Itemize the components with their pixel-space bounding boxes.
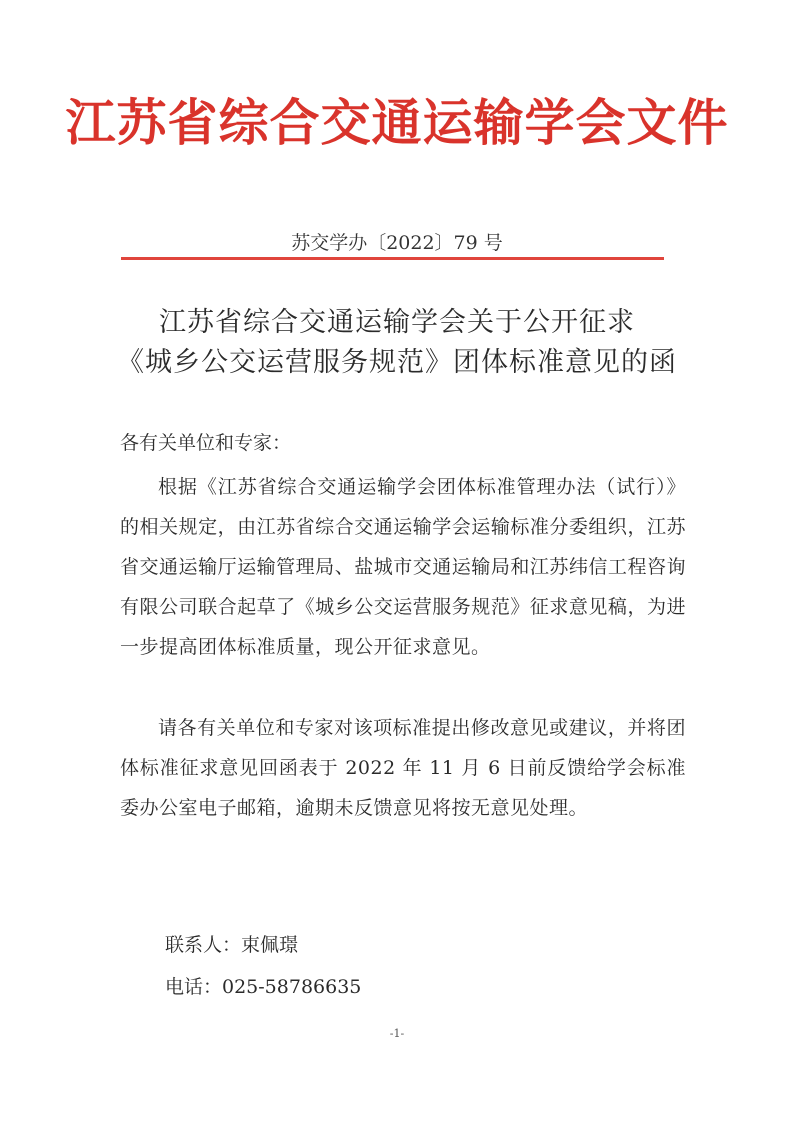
contact-phone: 电话：025-58786635 — [165, 976, 362, 998]
organization-document-header: 江苏省综合交通运输学会文件 — [65, 94, 729, 152]
letter-title-line-2: 《城乡公交运营服务规范》团体标准意见的函 — [117, 347, 677, 378]
contact-person: 联系人：束佩璟 — [165, 934, 299, 956]
salutation: 各有关单位和专家： — [120, 432, 292, 454]
red-divider-line — [121, 257, 664, 260]
document-number: 苏交学办〔2022〕79 号 — [291, 232, 503, 254]
page-number: -1- — [389, 1027, 405, 1040]
body-paragraph-1: 根据《江苏省综合交通运输学会团体标准管理办法（试行）》的相关规定，由江苏省综合交通运输学会运输标准分委组织，江苏省交通运输厅运输管理局、盐城市交通运输局和江苏纬信工程咨询有限公司联合起草了《城乡公交运营服务规范》征求意见稿，为进一步提高团体标准质量，现公开征求意见。 — [120, 476, 686, 658]
body-paragraph-2: 请各有关单位和专家对该项标准提出修改意见或建议，并将团体标准征求意见回函表于 2022 年 11 月 6 日前反馈给学会标准委办公室电子邮箱，逾期未反馈意见将按无意见处理。 — [120, 717, 686, 819]
letter-title-line-1: 江苏省综合交通运输学会关于公开征求 — [159, 307, 635, 338]
